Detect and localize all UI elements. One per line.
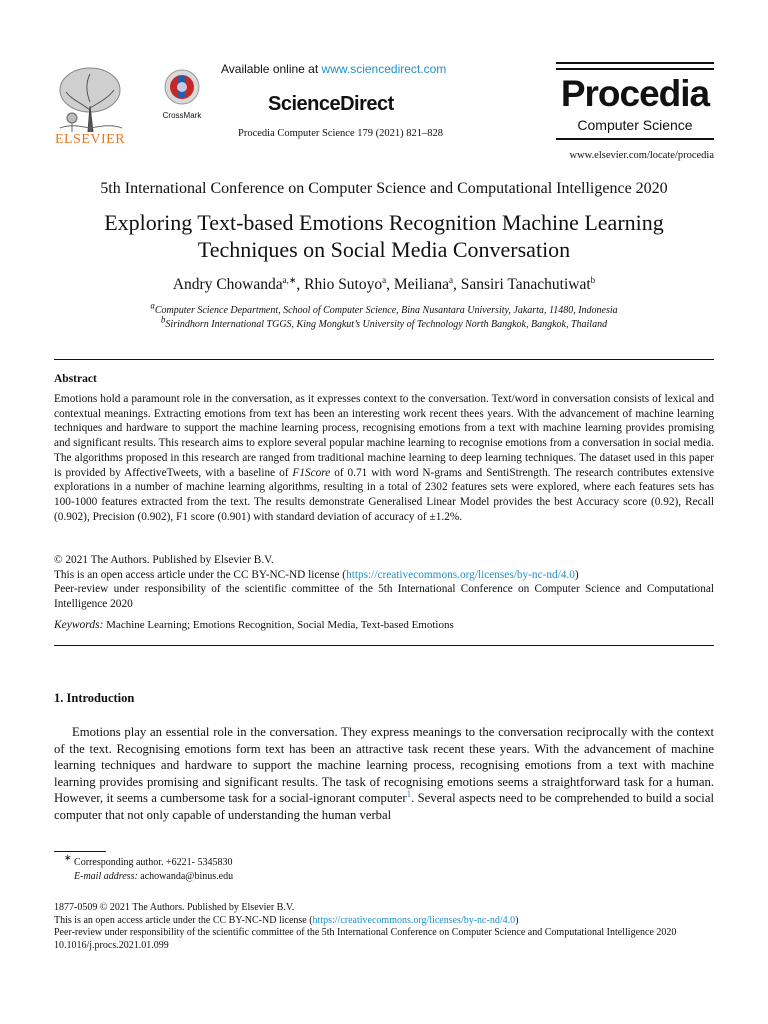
doi-line[interactable]: 10.1016/j.procs.2021.01.099 [54, 939, 169, 951]
paper-title-line-1: Exploring Text-based Emotions Recognition Machine Learning [104, 210, 664, 235]
author-separator: , [386, 276, 394, 293]
footnote-marker: ∗ [64, 852, 72, 863]
introduction-paragraph [54, 724, 714, 823]
keywords-line [54, 619, 714, 631]
keywords-label: Keywords: [54, 619, 104, 631]
publisher-name: ELSEVIER [54, 132, 126, 147]
affiliation-marker: b [160, 314, 166, 325]
author-name: Meiliana [393, 276, 449, 293]
email-address[interactable]: achowanda@binus.edu [140, 871, 234, 882]
email-line [54, 870, 714, 884]
abstract-text-continued: of 0.71 with word N-grams and SentiStrength. The research contributes extensive explorations in a number of machine learning algorithms, resulting in a total of 2302 features sets were explored, where each features sets has 100-1000 features extracted from the text. The results demonstrate Generalised Linear Model provides the best Accuracy score (0.92), Recall (0.902), Precision (0.902), F1 score (0.901) with standard deviation of accuracy of ±1.2%. [54, 466, 714, 523]
author-separator: , [296, 276, 305, 293]
author-name: Sansiri Tanachutiwat [460, 276, 591, 293]
procedia-subtitle: Computer Science [577, 117, 693, 133]
footer-license-link[interactable]: https://creativecommons.org/licenses/by-nc-nd/4.0 [312, 914, 516, 926]
author-list [0, 276, 768, 294]
email-label: E-mail address: [74, 871, 138, 882]
author-affiliation-marker: a [448, 274, 453, 285]
author-affiliation-marker: a,∗ [282, 274, 297, 285]
introduction-text: Emotions play an essential role in the conversation. They express meanings to the conversation reciprocally with the context of the text. Recognising emotions form text has been an attractive task recent these years. With the advancement of machine learning techniques and hardware to support the machine learning process, recognising emotions from a text with machine learning provides promising and significant results. The task of recognising emotions seems a straightforward task for a human. However, it seems a cumbersome task for a social-ignorant computer [54, 725, 714, 805]
page-footer [54, 902, 714, 952]
abstract-body [54, 392, 714, 524]
license-prefix: This is an open access article under the CC BY-NC-ND license ( [54, 568, 347, 581]
affiliation-a [0, 300, 768, 316]
sciencedirect-wordmark: ScienceDirect [268, 93, 394, 115]
footer-peer-review-line: Peer-review under responsibility of the scientific committee of the 5th International Conference on Computer Science and Computational Intelligence 2020 [54, 927, 677, 938]
sciencedirect-link[interactable]: www.sciencedirect.com [321, 62, 447, 76]
paper-title-line-2: Techniques on Social Media Conversation [197, 237, 571, 262]
abstract-license-block [54, 553, 714, 612]
affiliation-marker: a [150, 300, 155, 311]
footnote-rule [54, 851, 106, 852]
affiliation-text: Computer Science Department, School of Computer Science, Bina Nusantara University, Jakarta, 11480, Indonesia [154, 305, 618, 316]
keywords-text: Machine Learning; Emotions Recognition, Social Media, Text-based Emotions [106, 619, 454, 631]
corresponding-author-text: Corresponding author. +6221- 5345830 [74, 857, 233, 868]
procedia-wordmark: Procedia [560, 73, 710, 114]
footer-license-suffix: ) [515, 914, 519, 926]
f1-score-term: F1Score [292, 466, 331, 479]
abstract-top-rule [54, 359, 714, 360]
abstract-text: Emotions hold a paramount role in the conversation, as it expresses context to the conversation. Text/word in conversation consists of lexical and contextual meanings. Extracting emotions from text has been an interesting work recent thees years. With the advancement of machine learning techniques and hardware to support the machine learning process, recognising emotions from a text with machine learning provides promising and significant results. This research aims to explore several popular machine learning to recognise emotions from a conversation in social media. The algorithms proposed in this research are ranged from traditional machine learning to deep learning techniques. The dataset used in this paper is provided by AffectiveTweets, with a baseline of [54, 393, 714, 479]
journal-url-link[interactable]: www.elsevier.com/locate/procedia [569, 150, 714, 161]
author-affiliation-marker: a [382, 274, 387, 285]
license-line [54, 568, 714, 583]
procedia-rule-top-2 [556, 68, 714, 70]
procedia-rule-top [556, 62, 714, 64]
procedia-rule-bottom [556, 138, 714, 140]
affiliation-b [0, 314, 768, 330]
copyright-line: © 2021 The Authors. Published by Elsevier B.V. [54, 554, 274, 566]
footnote-block [54, 852, 714, 884]
author-separator: , [452, 276, 461, 293]
corresponding-author-line [54, 852, 714, 870]
section-heading-introduction: 1. Introduction [54, 691, 135, 705]
abstract-heading: Abstract [54, 373, 97, 385]
author-affiliation-marker: b [590, 274, 596, 285]
abstract-bottom-rule [54, 645, 714, 646]
conference-name: 5th International Conference on Computer Science and Computational Intelligence 2020 [100, 180, 668, 197]
crossmark-badge[interactable] [158, 68, 206, 120]
license-link[interactable]: https://creativecommons.org/licenses/by-nc-nd/4.0 [346, 568, 575, 581]
footer-license-line [54, 915, 714, 928]
available-online-line [221, 62, 446, 76]
crossmark-icon [158, 68, 206, 108]
issn-line: 1877-0509 © 2021 The Authors. Published by Elsevier B.V. [54, 902, 295, 913]
available-prefix: Available online at [221, 62, 322, 76]
author-name: Andry Chowanda [172, 276, 283, 293]
peer-review-line: Peer-review under responsibility of the scientific committee of the 5th International Conference on Computer Science and Computational Intelligence 2020 [54, 583, 714, 611]
license-suffix: ) [574, 568, 579, 581]
affiliation-text: Sirindhorn International TGGS, King Mongkut’s University of Technology North Bangkok, Bangkok, Thailand [165, 319, 608, 330]
introduction-text-continued: . Several aspects need to be comprehended to build a social computer that not only capable of understanding the human verbal [54, 791, 714, 822]
footer-license-prefix: This is an open access article under the CC BY-NC-ND license ( [54, 914, 313, 926]
journal-reference: Procedia Computer Science 179 (2021) 821–828 [238, 128, 443, 139]
paper-title [40, 209, 728, 263]
citation-link[interactable]: 1 [406, 788, 412, 799]
crossmark-label: CrossMark [162, 111, 202, 120]
author-name: Rhio Sutoyo [304, 276, 383, 293]
